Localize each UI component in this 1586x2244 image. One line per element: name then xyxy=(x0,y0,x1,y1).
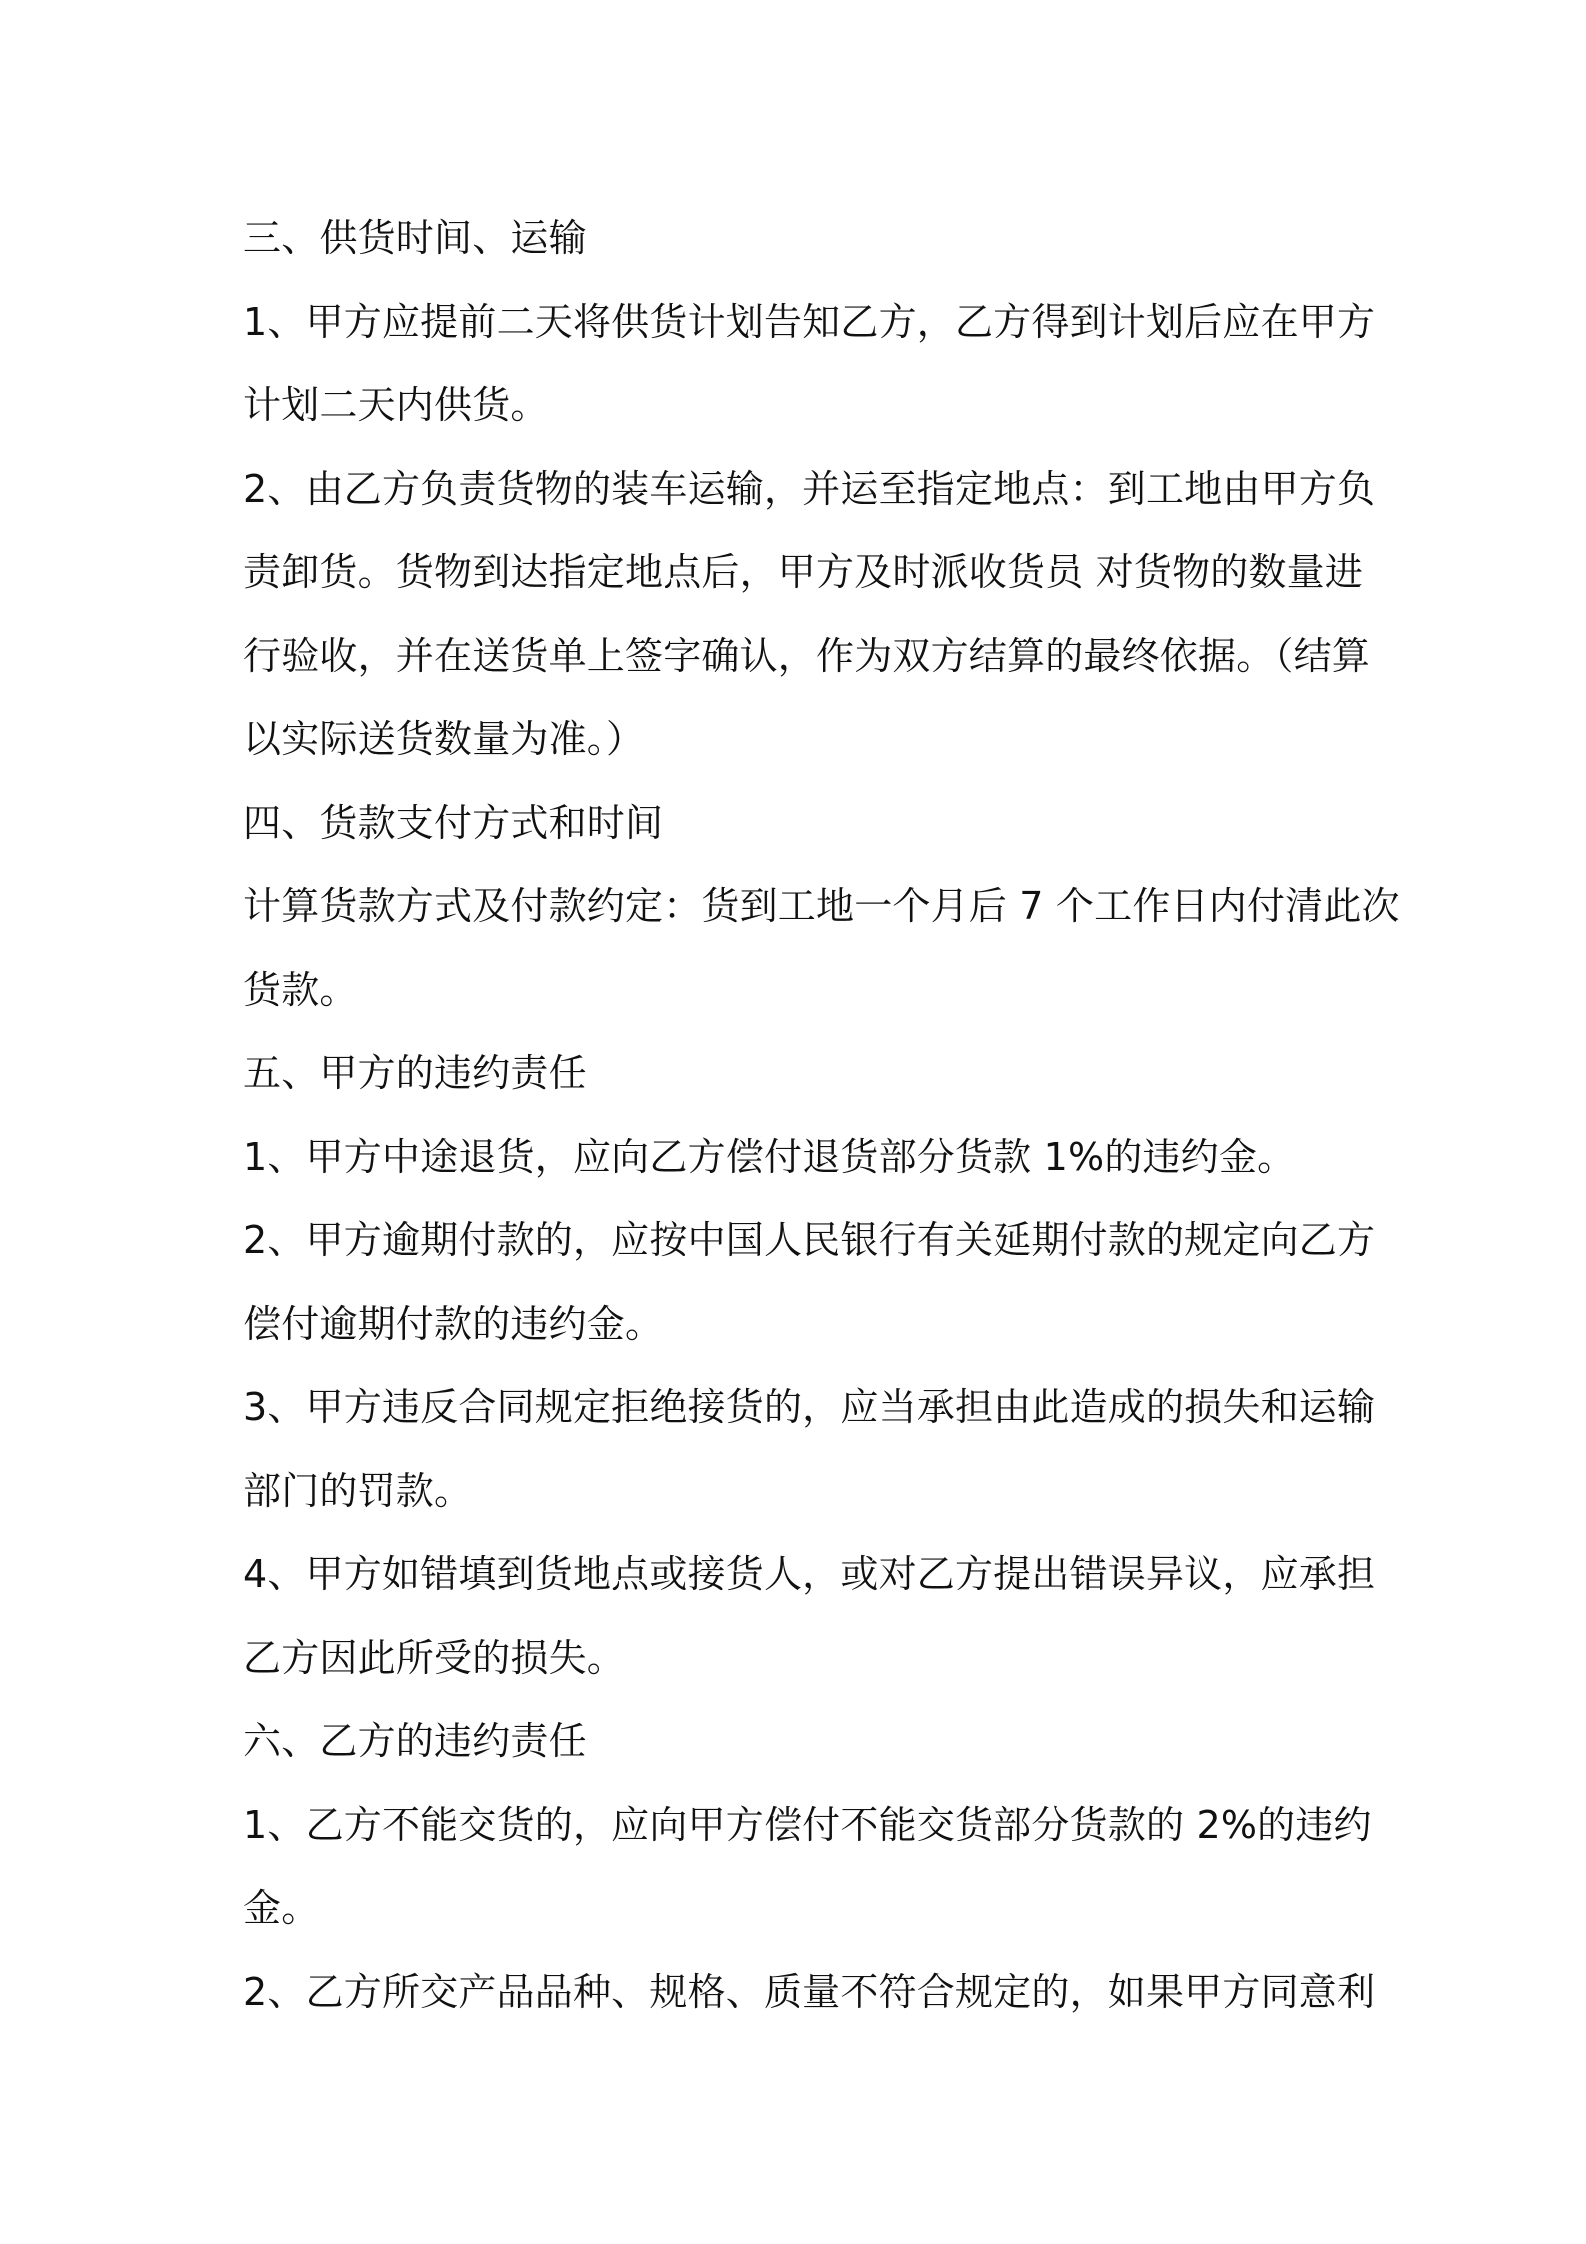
text-line: 1、乙方不能交货的，应向甲方偿付不能交货部分货款的 2%的违约 xyxy=(243,1802,1372,1847)
text-line: 1、甲方应提前二天将供货计划告知乙方，乙方得到计划后应在甲方 xyxy=(243,299,1376,344)
text-line: 计划二天内供货。 xyxy=(243,383,549,427)
section-heading-5: 五、甲方的违约责任 xyxy=(243,1051,587,1095)
text-line: 货款。 xyxy=(243,967,358,1012)
text-line: 金。 xyxy=(243,1886,320,1930)
text-line: 2、乙方所交产品品种、规格、质量不符合规定的，如果甲方同意利 xyxy=(243,1969,1376,2014)
text-line: 行验收，并在送货单上签字确认，作为双方结算的最终依据。（结算 xyxy=(243,633,1371,678)
text-line: 以实际送货数量为准。） xyxy=(243,717,645,761)
text-line: 4、甲方如错填到货地点或接货人，或对乙方提出错误异议，应承担 xyxy=(243,1552,1376,1596)
text-line: 2、甲方逾期付款的，应按中国人民银行有关延期付款的规定向乙方 xyxy=(243,1218,1376,1262)
text-line: 部门的罚款。 xyxy=(243,1468,473,1513)
section-heading-3: 三、供货时间、运输 xyxy=(243,216,587,260)
text-line: 2、由乙方负责货物的装车运输，并运至指定地点：到工地由甲方负 xyxy=(243,466,1376,511)
text-line: 责卸货。货物到达指定地点后，甲方及时派收货员 对货物的数量进 xyxy=(243,550,1364,594)
section-heading-6: 六、乙方的违约责任 xyxy=(243,1719,587,1763)
text-line: 1、甲方中途退货，应向乙方偿付退货部分货款 1%的违约金。 xyxy=(243,1134,1296,1179)
text-line: 偿付逾期付款的违约金。 xyxy=(243,1301,664,1346)
section-heading-4: 四、货款支付方式和时间 xyxy=(243,800,664,845)
document-body xyxy=(243,197,1400,2034)
text-line: 3、甲方违反合同规定拒绝接货的，应当承担由此造成的损失和运输 xyxy=(243,1385,1376,1429)
text-line: 计算货款方式及付款约定：货到工地一个月后 7 个工作日内付清此次 xyxy=(243,884,1400,928)
text-line: 乙方因此所受的损失。 xyxy=(243,1635,626,1680)
